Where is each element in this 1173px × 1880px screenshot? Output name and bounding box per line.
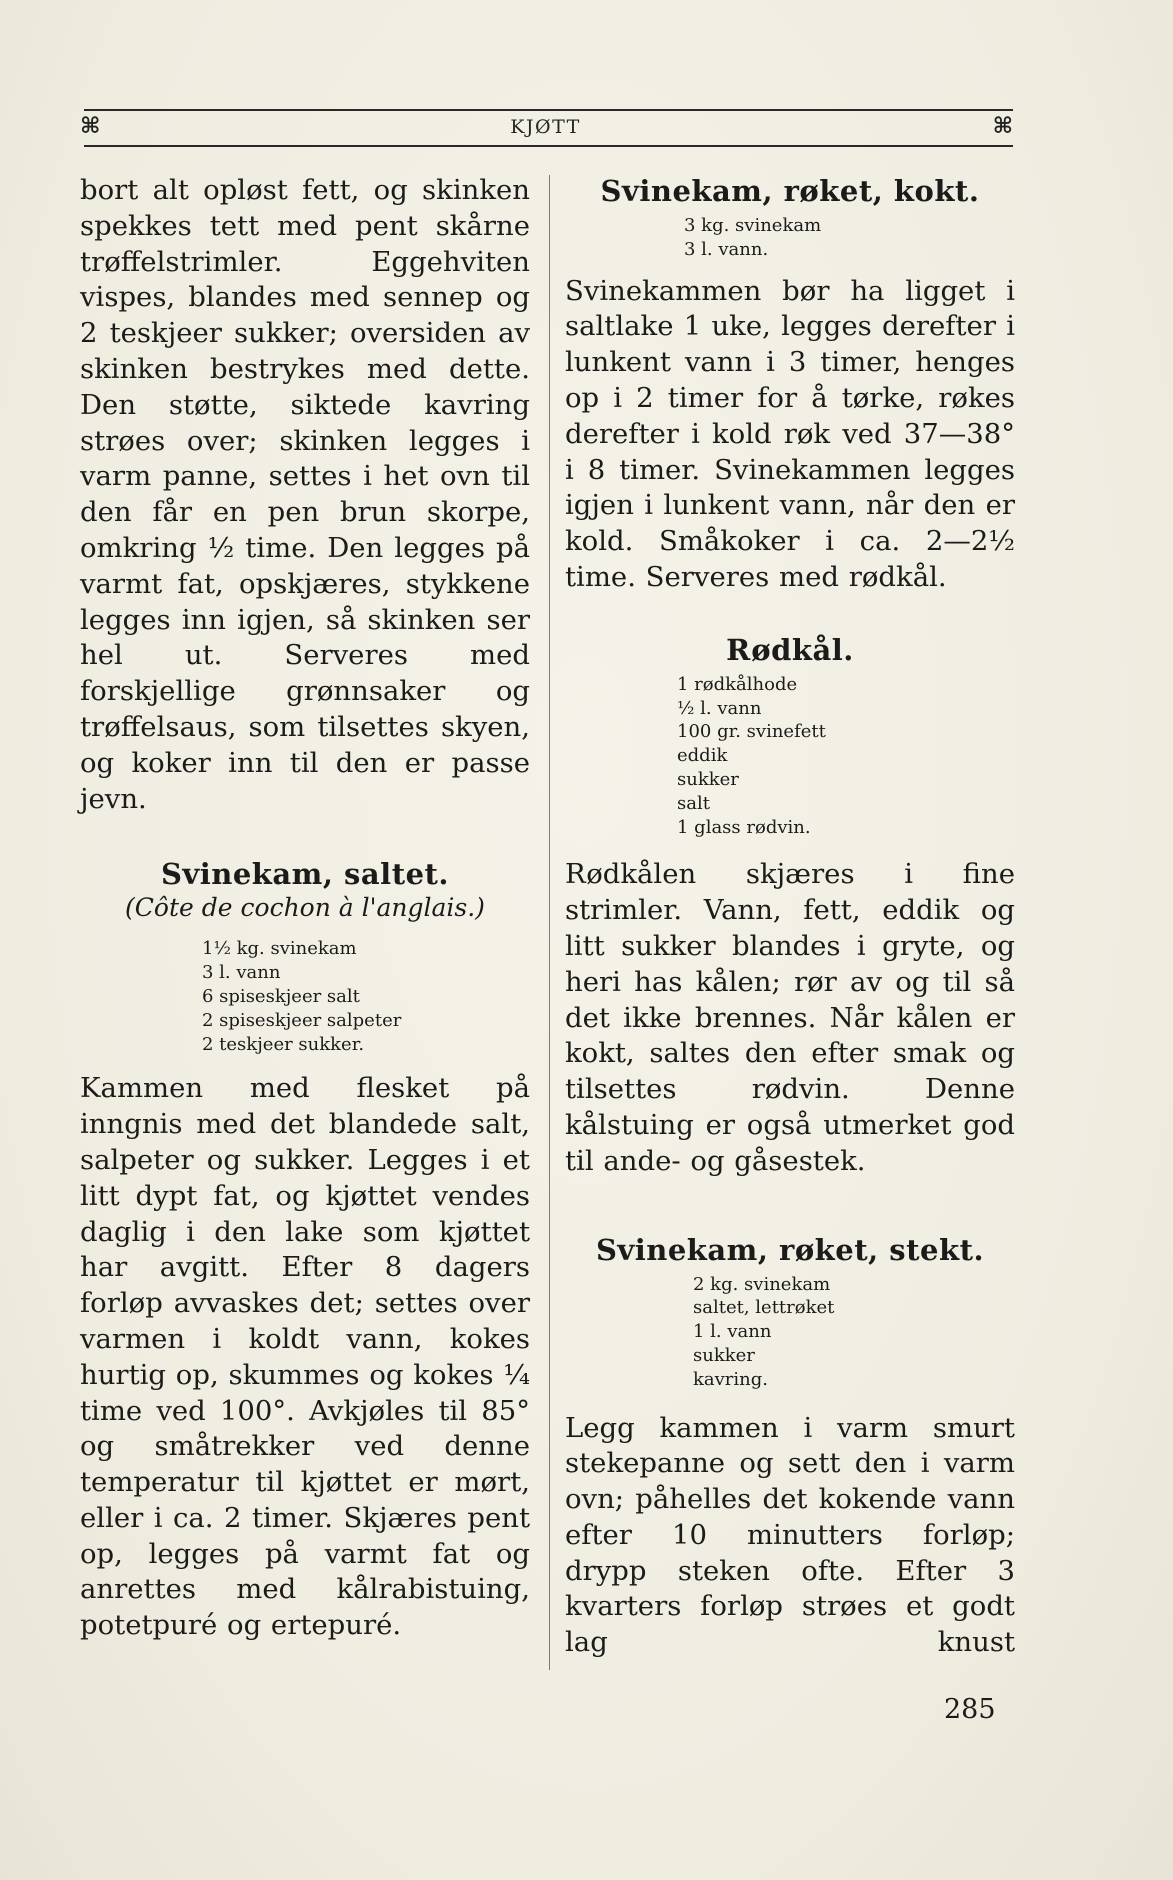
- continued-paragraph: bort alt opløst fett, og skinken spekkes tett med pent skårne trøffelstrimler. Eggehviten vispes, blandes med sennep og 2 teskjeer sukker; oversiden av skinken bestrykes med dette. Den støtte, siktede kavring strøes over; skinken legges i varm panne, settes i het ovn til den får en pen brun skorpe, omkring ½ time. Den legges på varmt fat, opskjæres, stykkene legges inn igjen, så skinken ser hel ut. Serveres med forskjellige grønnsaker og trøffelsaus, som tilsettes skyen, og koker inn til den er passe jevn.: [80, 174, 530, 815]
- recipe-title: Svinekam, saltet.: [160, 857, 450, 892]
- ingredient-item: eddik: [677, 745, 728, 767]
- ingredient-item: 3 l. vann.: [684, 238, 769, 260]
- ingredient-list: [677, 673, 1015, 840]
- header-rule-bottom: [84, 145, 1013, 147]
- recipe-subtitle: (Côte de cochon à l'anglais.): [125, 893, 485, 923]
- ingredient-item: kavring.: [693, 1368, 769, 1390]
- ingredient-item: 100 gr. svinefett: [677, 721, 826, 743]
- recipe-svinekam-roket-stekt: [565, 1232, 1015, 1662]
- recipe-svinekam-roket-kokt: [565, 173, 1015, 596]
- ingredient-item: sukker: [693, 1344, 755, 1366]
- right-column: [565, 173, 1015, 1661]
- ingredient-item: 3 l. vann: [202, 962, 281, 984]
- left-column: [80, 173, 530, 1644]
- column-divider: [549, 175, 550, 1670]
- recipe-title: Rødkål.: [726, 632, 854, 667]
- ingredient-list: [693, 1273, 1015, 1392]
- recipe-rodkal: [565, 632, 1015, 1180]
- ingredient-item: 1 l. vann: [693, 1321, 772, 1343]
- recipe-method: Kammen med flesket på inngnis med det blandede salt, salpeter og sukker. Legges i et litt dypt fat, og kjøttet vendes daglig i den lake som kjøttet har avgitt. Efter 8 dagers forløp avvaskes det; settes over varmen i koldt vann, kokes hurtig op, skummes og kokes ¼ time ved 100°. Avkjøles til 85° og småtrekker ved denne temperatur til kjøttet er mørt, eller i ca. 2 timer. Skjæres pent op, legges på varmt fat og anrettes med kålrabistuing, potetpuré og ertepuré.: [80, 1072, 530, 1642]
- recipe-title: Svinekam, røket, kokt.: [600, 174, 980, 208]
- page-number: 285: [944, 1694, 996, 1725]
- ingredient-item: salt: [677, 792, 710, 814]
- ingredient-item: 2 teskjeer sukker.: [202, 1033, 365, 1055]
- ingredient-item: 1 rødkålhode: [677, 673, 798, 695]
- header-title: KJØTT: [510, 116, 581, 138]
- ingredient-item: 1 glass rødvin.: [677, 816, 811, 838]
- recipe-svinekam-saltet: [80, 856, 530, 1644]
- recipe-method: Rødkålen skjæres i fine strimler. Vann, fett, eddik og litt sukker blandes i gryte, og heri has kålen; rør av og til så det ikke brennes. Når kålen er kokt, saltes den efter smak og tilsettes rødvin. Denne kålstuing er også utmerket god til ande- og gåsestek.: [565, 858, 1015, 1177]
- ingredient-item: 2 kg. svinekam: [693, 1273, 831, 1295]
- ingredient-item: ½ l. vann: [677, 697, 762, 719]
- running-header: [78, 103, 1013, 147]
- ingredient-item: 1½ kg. svinekam: [202, 938, 357, 960]
- header-rule-top: [84, 109, 1013, 111]
- header-ornament-left-icon: ⌘: [80, 114, 101, 139]
- ingredient-list: [684, 214, 1015, 262]
- header-ornament-right-icon: ⌘: [992, 114, 1013, 139]
- ingredient-item: 2 spiseskjeer salpeter: [202, 1009, 402, 1031]
- ingredient-item: saltet, lettrøket: [693, 1297, 835, 1319]
- recipe-title: Svinekam, røket, stekt.: [595, 1232, 985, 1267]
- ingredient-item: sukker: [677, 768, 739, 790]
- ingredient-item: 3 kg. svinekam: [684, 215, 822, 236]
- ingredient-item: 6 spiseskjeer salt: [202, 985, 360, 1007]
- ingredient-list: [202, 937, 530, 1056]
- recipe-method: Legg kammen i varm smurt stekepanne og sett den i varm ovn; påhelles det kokende vann efter 10 minutters forløp; drypp steken ofte. Efter 3 kvarters forløp strøes et godt lag knust: [565, 1411, 1015, 1659]
- recipe-method: Svinekammen bør ha ligget i saltlake 1 uke, legges derefter i lunkent vann i 3 timer, henges op i 2 timer for å tørke, røkes derefter i kold røk ved 37—38° i 8 timer. Svinekammen legges igjen i lunkent vann, når den er kold. Småkoker i ca. 2—2½ time. Serveres med rødkål.: [565, 274, 1015, 593]
